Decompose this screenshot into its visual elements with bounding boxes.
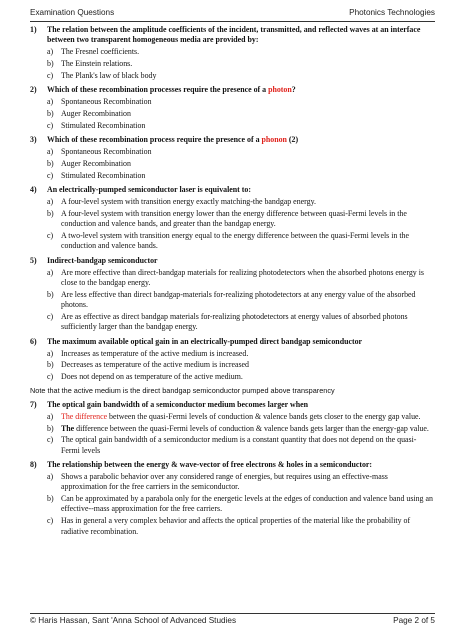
option-letter: b) xyxy=(47,494,54,504)
question-title xyxy=(30,25,435,46)
option-body: Shows a parabolic behavior over any considered range of energies, but requires using an effective-mass approximation for the free carriers in the semiconductor. xyxy=(61,472,388,492)
answer-option xyxy=(47,516,435,537)
question-text-end: (2) xyxy=(286,135,299,145)
option-body: Are as effective as direct bandgap materials for-realizing photodetectors at energy values of absorbed photons sufficiently larger than the bandgap energy. xyxy=(61,311,408,332)
option-body: Decreases as temperature of the active medium is increased xyxy=(61,360,249,370)
answer-option xyxy=(47,109,435,119)
option-letter: b) xyxy=(47,360,54,370)
option-bold: The xyxy=(61,423,75,433)
option-text xyxy=(61,147,435,157)
option-text xyxy=(61,494,435,515)
question-text-main: The maximum available optical gain in an electrically-pumped direct bandgap semiconductor xyxy=(47,336,363,346)
question-title xyxy=(30,85,435,95)
option-letter: a) xyxy=(47,47,54,57)
question-number: 5) xyxy=(30,255,37,265)
option-body: Are less effective than direct bandgap-materials for-realizing photodetectors at any energy value of the absorbed photons. xyxy=(61,289,416,310)
question-title xyxy=(30,256,435,266)
question-item xyxy=(30,337,435,383)
option-text xyxy=(61,268,435,289)
question-text xyxy=(47,337,435,347)
question-item xyxy=(30,185,435,251)
header-left: Examination Questions xyxy=(30,8,115,17)
question-keyword: photon xyxy=(268,85,292,95)
option-letter: b) xyxy=(47,423,54,433)
option-letter: c) xyxy=(47,170,54,180)
option-letter: b) xyxy=(47,158,54,168)
answer-option xyxy=(47,424,435,434)
option-text xyxy=(61,516,435,537)
option-letter: a) xyxy=(47,197,54,207)
option-body: The optical gain bandwidth of a semiconductor medium is a constant quantity that does not depend on the quasi-Fermi levels xyxy=(61,435,417,455)
option-text xyxy=(61,372,435,382)
option-text xyxy=(61,59,435,69)
answer-option xyxy=(47,121,435,131)
option-letter: a) xyxy=(47,472,54,482)
answer-option xyxy=(47,290,435,311)
question-number: 1) xyxy=(30,25,37,34)
question-item xyxy=(30,85,435,131)
question-text xyxy=(47,85,435,95)
option-letter: c) xyxy=(47,516,54,526)
question-text-main: Which of these recombination process require the presence of a xyxy=(47,135,262,145)
answer-option xyxy=(47,472,435,493)
option-text xyxy=(61,197,435,207)
footer-right: Page 2 of 5 xyxy=(393,616,435,625)
option-body: Are more effective than direct-bandgap materials for realizing photodetectors when the absorbed photons energy is close to the bandgap energy. xyxy=(61,267,424,287)
option-letter: c) xyxy=(47,120,54,130)
option-text xyxy=(61,312,435,333)
question-number: 4) xyxy=(30,185,37,195)
option-body: Auger Recombination xyxy=(61,158,131,168)
question-item xyxy=(30,25,435,81)
answer-option xyxy=(47,349,435,359)
option-body: Stimulated Recombination xyxy=(61,120,146,130)
option-body: between the quasi-Fermi levels of conduction & valence bands gets closer to the energy gap value. xyxy=(107,411,421,421)
option-body: Spontaneous Recombination xyxy=(61,147,152,157)
option-highlight: The difference xyxy=(61,411,108,421)
option-letter: a) xyxy=(47,267,54,277)
option-body: difference between the quasi-Fermi levels of conduction & valence bands gets larger than the energy-gap value. xyxy=(74,423,429,433)
question-keyword: phonon xyxy=(261,135,287,145)
answer-option xyxy=(47,372,435,382)
question-number: 7) xyxy=(30,399,37,409)
footer-left: © Haris Hassan, Sant 'Anna School of Advanced Studies xyxy=(30,616,237,625)
question-item xyxy=(30,256,435,333)
answer-option xyxy=(47,147,435,157)
option-body: Increases as temperature of the active medium is increased. xyxy=(61,348,249,358)
answer-option xyxy=(47,268,435,289)
question-number: 3) xyxy=(30,135,37,145)
option-letter: c) xyxy=(47,435,54,445)
answer-option xyxy=(47,312,435,333)
option-body: Has in general a very complex behavior and affects the optical properties of the material like the probability of radiative recombination. xyxy=(61,516,411,536)
option-letter: a) xyxy=(47,411,54,421)
footer-divider xyxy=(30,613,435,614)
option-text xyxy=(61,109,435,119)
option-text xyxy=(61,47,435,57)
option-letter: a) xyxy=(47,147,54,157)
question-item xyxy=(30,135,435,181)
option-letter: c) xyxy=(47,372,54,382)
option-body: A two-level system with transition energy equal to the energy difference between the quasi-Fermi levels in the conduction and valence bands. xyxy=(61,230,409,251)
question-title xyxy=(30,400,435,410)
answer-option xyxy=(47,209,435,230)
page-header xyxy=(30,8,435,22)
answer-option xyxy=(47,59,435,69)
option-body: Spontaneous Recombination xyxy=(61,97,152,107)
option-text xyxy=(61,71,435,81)
option-text xyxy=(61,231,435,252)
question-list xyxy=(30,25,435,541)
question-text xyxy=(47,135,435,145)
question-title xyxy=(30,337,435,347)
option-letter: c) xyxy=(47,311,54,321)
option-body: Auger Recombination xyxy=(61,108,131,118)
header-divider xyxy=(30,21,435,22)
option-text xyxy=(61,159,435,169)
option-text xyxy=(61,171,435,181)
option-letter: b) xyxy=(47,58,54,68)
option-text xyxy=(61,412,435,422)
option-text xyxy=(61,121,435,131)
option-letter: c) xyxy=(47,230,54,240)
question-text xyxy=(47,25,435,46)
option-text xyxy=(61,209,435,230)
question-note: Note that the active medium is the direct bandgap semiconductor pumped above transparency xyxy=(30,385,335,395)
option-letter: b) xyxy=(47,289,54,299)
option-letter: a) xyxy=(47,97,54,107)
answer-option xyxy=(47,47,435,57)
question-text xyxy=(47,460,435,470)
answer-option xyxy=(47,231,435,252)
header-right: Photonics Technologies xyxy=(349,8,435,17)
question-text-main: Indirect-bandgap semiconductor xyxy=(47,255,158,265)
question-text xyxy=(47,185,435,195)
option-body: A four-level system with transition energy lower than the energy difference between quasi-Fermi levels in the conduction and valence bands, and greater than the bandgap energy. xyxy=(61,208,407,229)
answer-option xyxy=(47,197,435,207)
option-body: Can be approximated by a parabola only for the energetic levels at the edges of conduction and valence band using an effective--mass approximation for the free carriers. xyxy=(61,494,433,514)
answer-option xyxy=(47,171,435,181)
option-letter: c) xyxy=(47,70,54,80)
option-body: The Einstein relations. xyxy=(61,58,133,68)
question-text-main: The relation between the amplitude coefficients of the incident, transmitted, and reflected waves at an interface between two transparent homogeneous media are provided by: xyxy=(47,25,421,45)
question-number: 2) xyxy=(30,85,37,95)
question-item xyxy=(30,460,435,537)
question-number: 8) xyxy=(30,460,37,470)
option-body: Stimulated Recombination xyxy=(61,170,146,180)
option-text xyxy=(61,360,435,370)
question-item xyxy=(30,400,435,456)
option-letter: a) xyxy=(47,348,54,358)
option-letter: b) xyxy=(47,208,54,218)
answer-option xyxy=(47,97,435,107)
answer-option xyxy=(47,435,435,456)
question-text-main: The optical gain bandwidth of a semiconductor medium becomes larger when xyxy=(47,399,308,409)
question-text-main: An electrically-pumped semiconductor laser is equivalent to: xyxy=(47,185,251,195)
question-text-main: The relationship between the energy & wave-vector of free electrons & holes in a semiconductor: xyxy=(47,460,373,470)
answer-option xyxy=(47,159,435,169)
option-text xyxy=(61,97,435,107)
option-text xyxy=(61,424,435,434)
option-body: The Fresnel coefficients. xyxy=(61,47,140,57)
question-title xyxy=(30,135,435,145)
option-body: The Plank's law of black body xyxy=(61,70,157,80)
option-letter: b) xyxy=(47,108,54,118)
option-text xyxy=(61,472,435,493)
option-text xyxy=(61,435,435,456)
option-body: A four-level system with transition energy exactly matching-the bandgap energy. xyxy=(61,197,316,207)
question-text xyxy=(47,400,435,410)
question-text-main: Which of these recombination processes require the presence of a xyxy=(47,85,269,95)
question-title xyxy=(30,460,435,470)
answer-option xyxy=(47,412,435,422)
question-text xyxy=(47,256,435,266)
option-text xyxy=(61,349,435,359)
question-text-end: ? xyxy=(291,85,296,95)
answer-option xyxy=(47,494,435,515)
answer-option xyxy=(47,71,435,81)
option-body: Does not depend on as temperature of the active medium. xyxy=(61,372,243,382)
option-text xyxy=(61,290,435,311)
question-number: 6) xyxy=(30,336,37,346)
question-title xyxy=(30,185,435,195)
answer-option xyxy=(47,360,435,370)
